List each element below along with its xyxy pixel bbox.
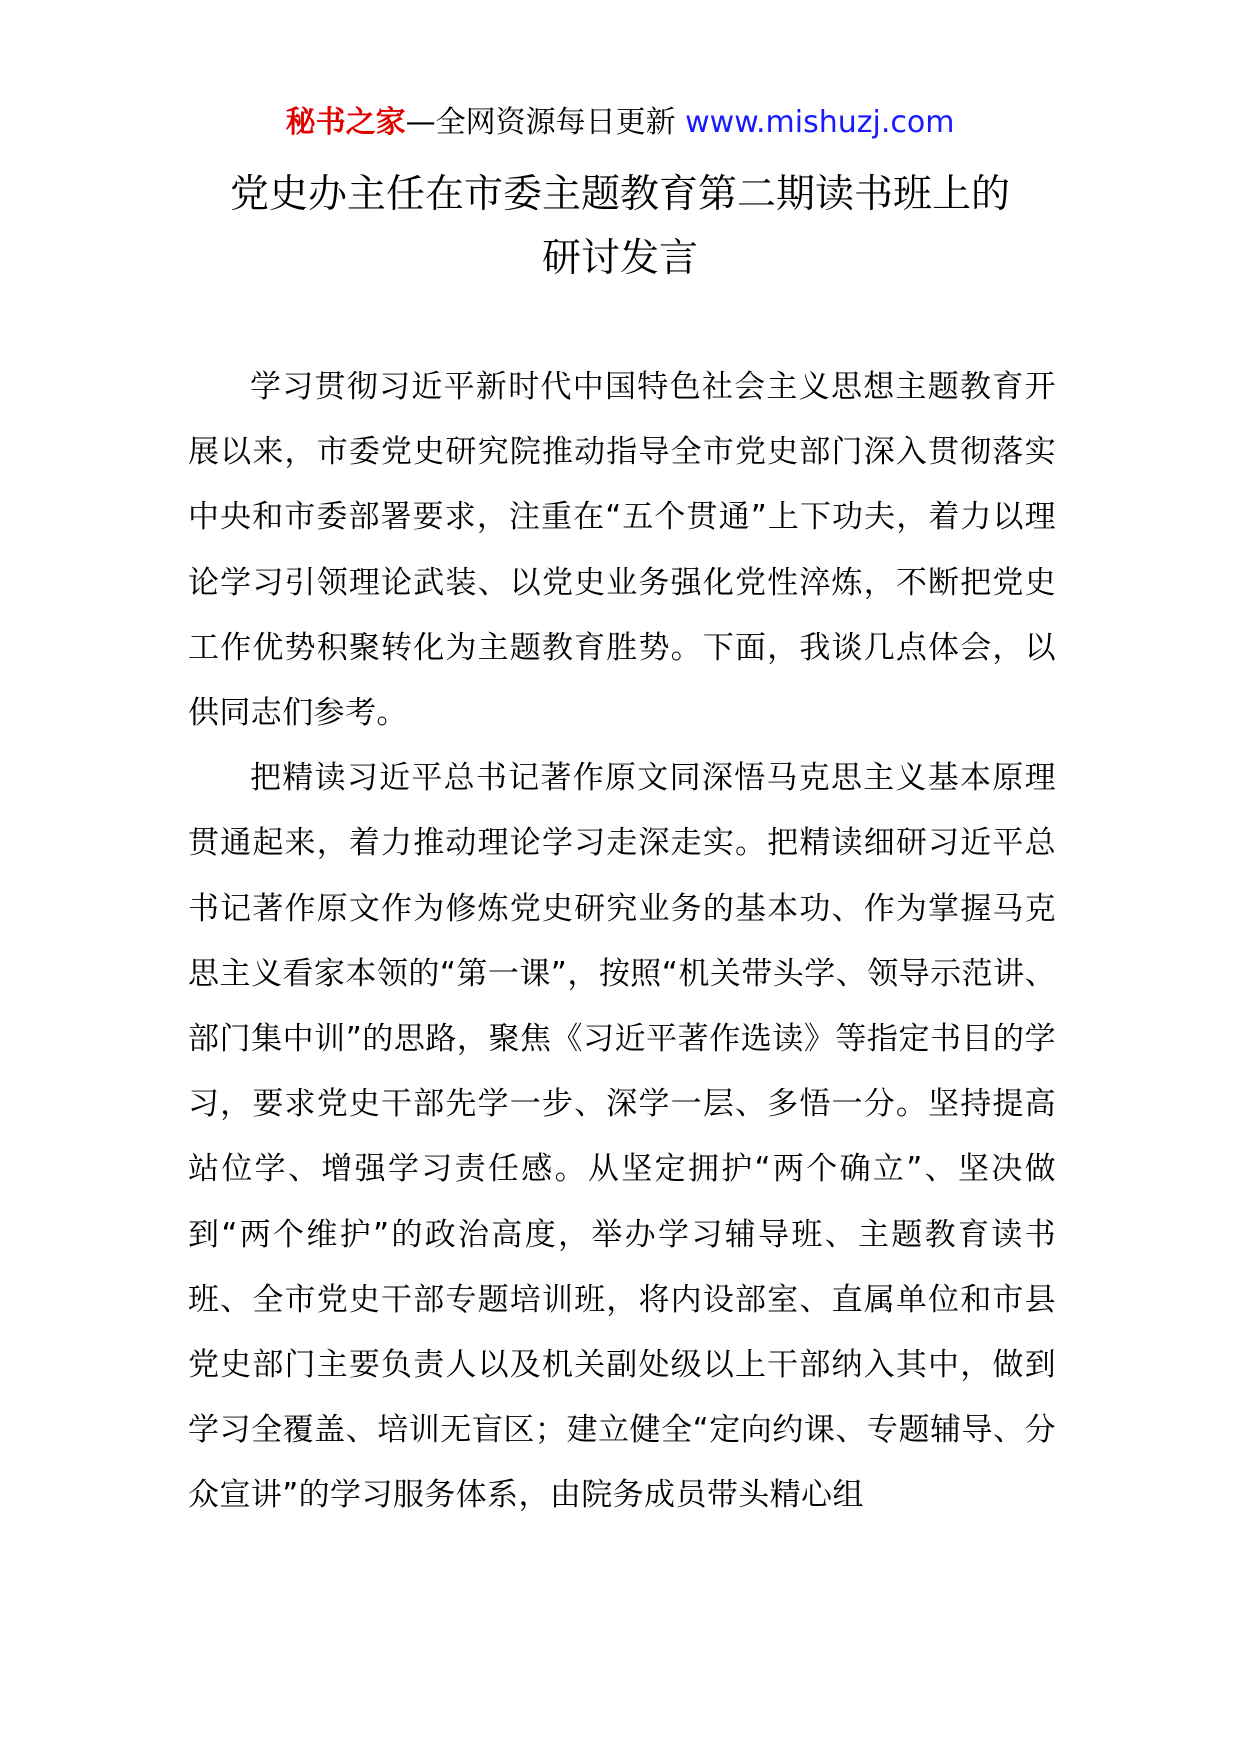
watermark-slogan: —全网资源每日更新 bbox=[405, 105, 676, 140]
document-body bbox=[188, 355, 1056, 1529]
title-line-1: 党史办主任在市委主题教育第二期读书班上的 bbox=[229, 172, 1010, 217]
paragraph-theory-study: 把精读习近平总书记著作原文同深悟马克思主义基本原理贯通起来，着力推动理论学习走深走实。把精读细研习近平总书记著作原文作为修炼党史研究业务的基本功、作为掌握马克思主义看家本领的“第一课”，按照“机关带头学、领导示范讲、部门集中训”的思路，聚焦《习近平著作选读》等指定书目的学习，要求党史干部先学一步、深学一层、多悟一分。坚持提高站位学、增强学习责任感。从坚定拥护“两个确立”、坚决做到“两个维护”的政治高度，举办学习辅导班、主题教育读书班、全市党史干部专题培训班，将内设部室、直属单位和市县党史部门主要负责人以及机关副处级以上干部纳入其中，做到学习全覆盖、培训无盲区；建立健全“定向约课、专题辅导、分众宣讲”的学习服务体系，由院务成员带头精心组 bbox=[188, 760, 1056, 1514]
watermark-header bbox=[0, 100, 1240, 146]
watermark-url[interactable]: www.mishuzj.com bbox=[685, 105, 955, 140]
document-title bbox=[150, 163, 1090, 291]
paragraph-intro: 学习贯彻习近平新时代中国特色社会主义思想主题教育开展以来，市委党史研究院推动指导全市党史部门深入贯彻落实中央和市委部署要求，注重在“五个贯通”上下功夫，着力以理论学习引领理论武装、以党史业务强化党性淬炼，不断把党史工作优势积聚转化为主题教育胜势。下面，我谈几点体会，以供同志们参考。 bbox=[188, 369, 1056, 732]
title-line-2: 研讨发言 bbox=[541, 236, 698, 281]
watermark-brand: 秘书之家 bbox=[285, 105, 406, 140]
